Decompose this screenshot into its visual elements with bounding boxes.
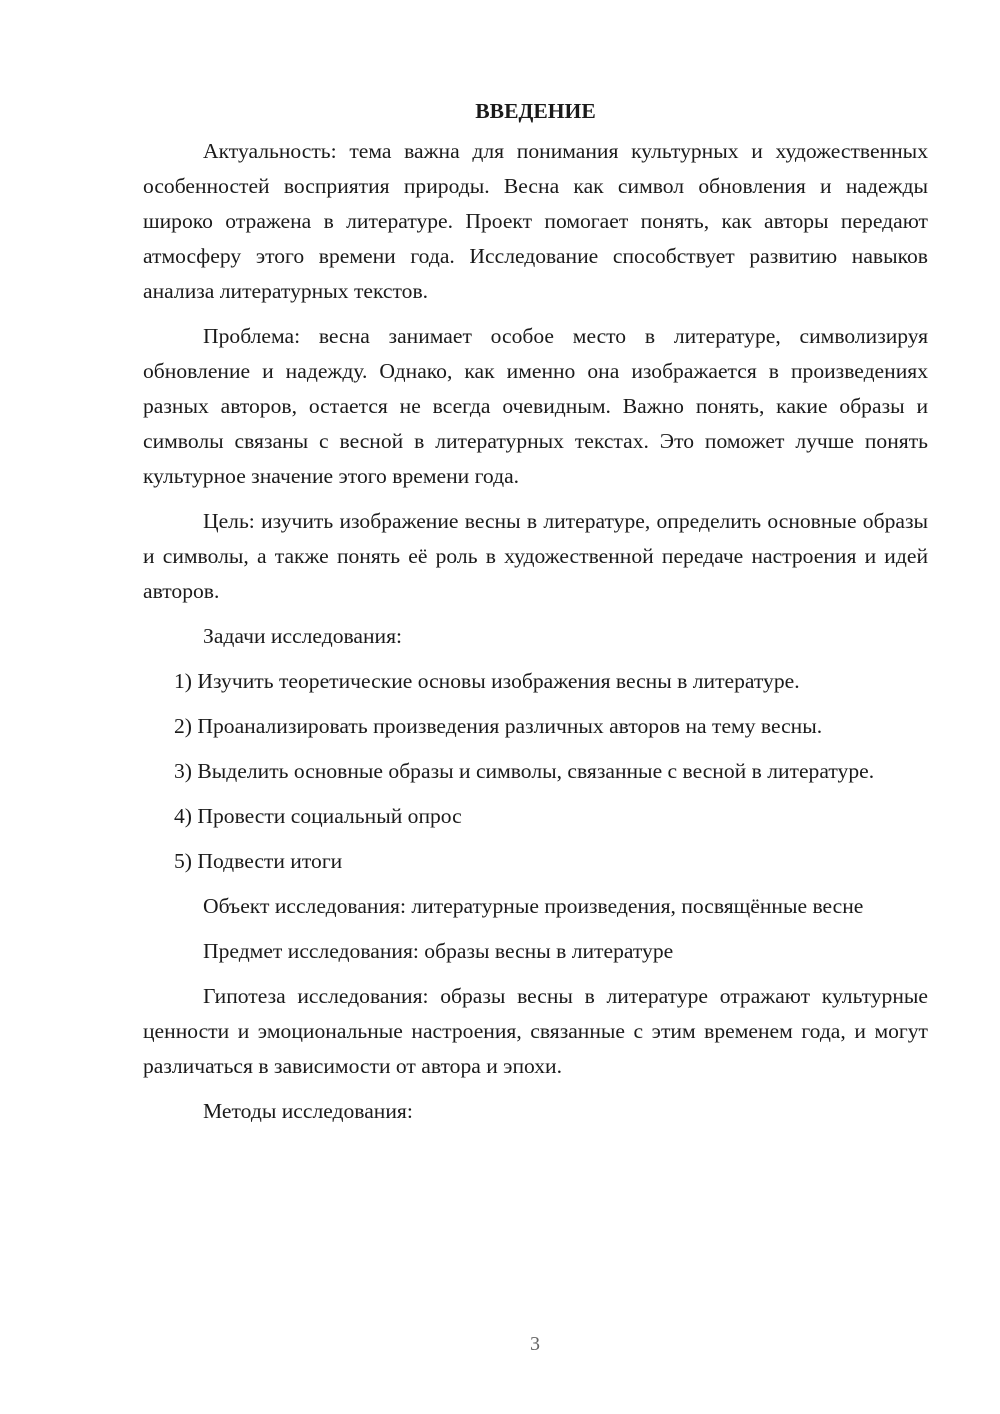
paragraph-subject: Предмет исследования: образы весны в литературе xyxy=(203,939,674,963)
paragraph-goal: Цель: изучить изображение весны в литературе, определить основные образы и символы, а также понять её роль в художественной передаче настроения и идей авторов. xyxy=(143,509,928,603)
task-item: 1) Изучить теоретические основы изображения весны в литературе. xyxy=(174,669,800,693)
page-number: 3 xyxy=(530,1333,540,1355)
document-body xyxy=(143,96,928,1139)
paragraph-object: Объект исследования: литературные произведения, посвящённые весне xyxy=(203,894,864,918)
paragraph-problem: Проблема: весна занимает особое место в литературе, символизируя обновление и надежду. Однако, как именно она изображается в произведениях разных авторов, остается не всегда очевидным. Важно понять, какие образы и символы связаны с весной в литературных текстах. Это поможет лучше понять культурное значение этого времени года. xyxy=(143,324,928,488)
tasks-title: Задачи исследования: xyxy=(203,624,403,648)
task-item: 5) Подвести итоги xyxy=(174,849,343,873)
paragraph-methods: Методы исследования: xyxy=(203,1099,413,1123)
task-item: 4) Провести социальный опрос xyxy=(174,804,462,828)
task-item: 3) Выделить основные образы и символы, связанные с весной в литературе. xyxy=(174,759,875,783)
task-item: 2) Проанализировать произведения различных авторов на тему весны. xyxy=(174,714,823,738)
section-heading: ВВЕДЕНИЕ xyxy=(475,99,596,123)
paragraph-relevance: Актуальность: тема важна для понимания культурных и художественных особенностей восприятия природы. Весна как символ обновления и надежды широко отражена в литературе. Проект помогает понять, как авторы передают атмосферу этого времени года. Исследование способствует развитию навыков анализа литературных текстов. xyxy=(143,139,928,303)
paragraph-hypothesis: Гипотеза исследования: образы весны в литературе отражают культурные ценности и эмоциональные настроения, связанные с этим временем года, и могут различаться в зависимости от автора и эпохи. xyxy=(143,984,928,1078)
